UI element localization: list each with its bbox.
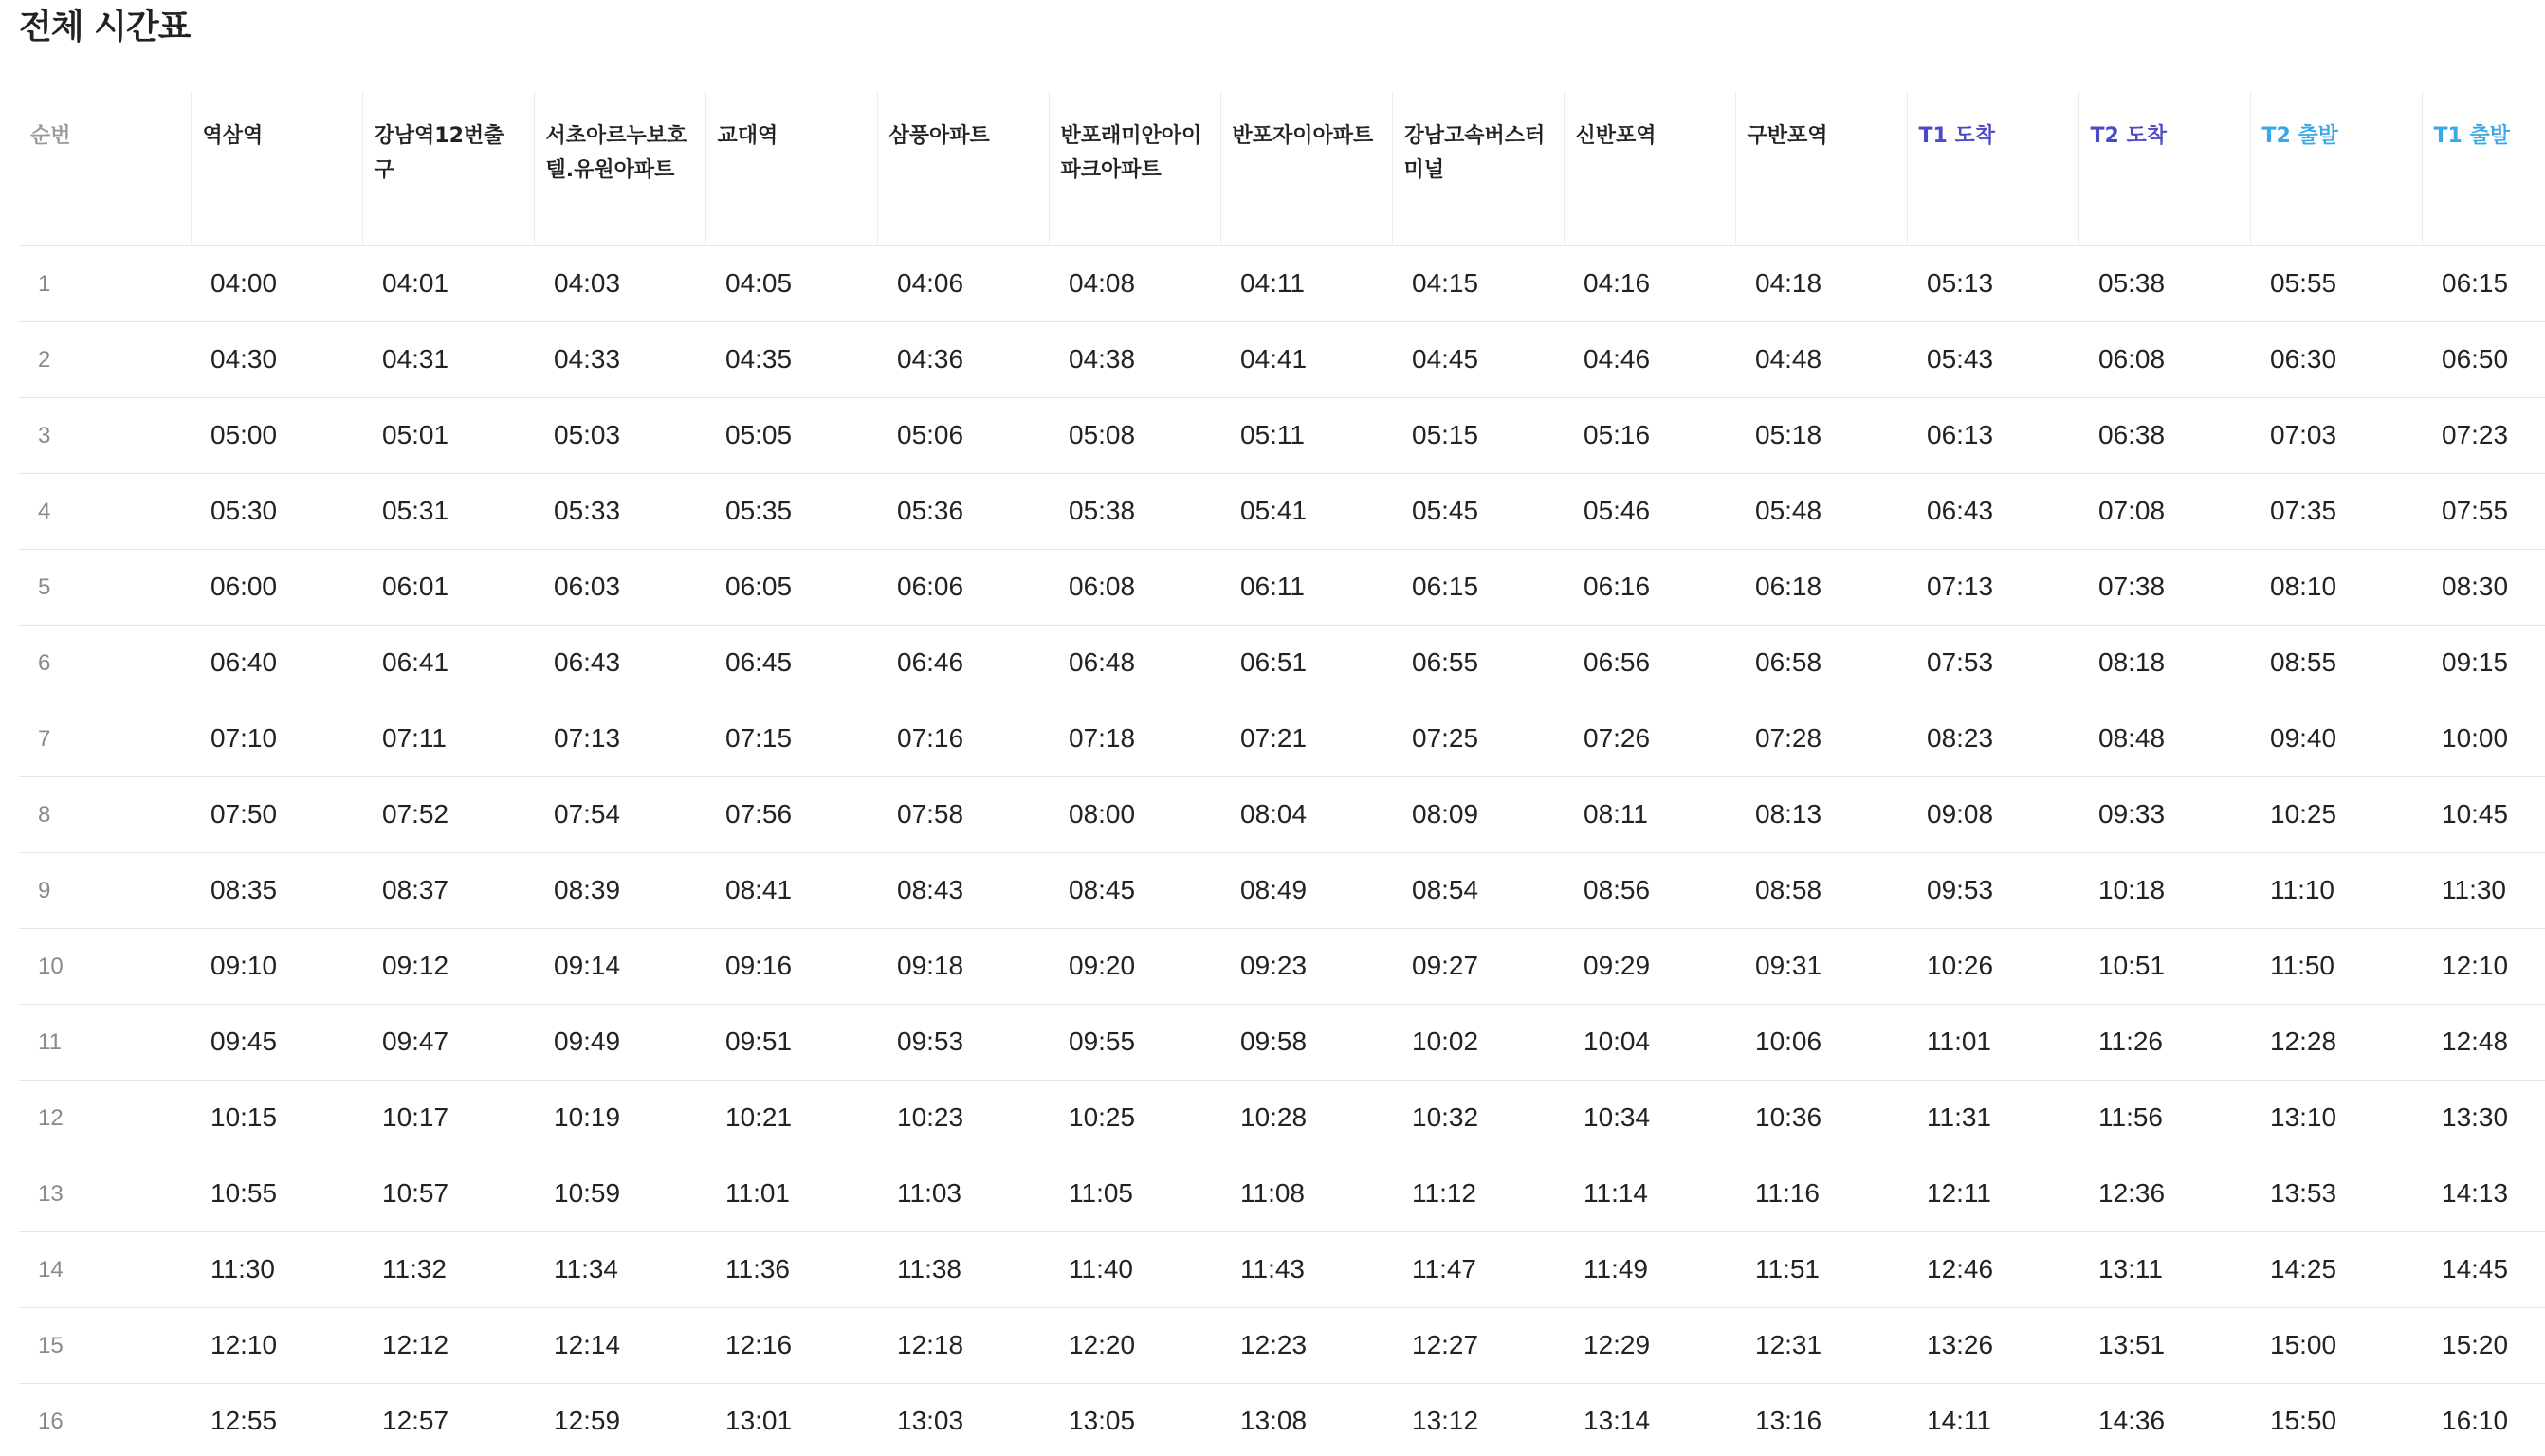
row-index: 10 — [19, 928, 191, 1004]
time-cell: 05:13 — [1907, 246, 2078, 321]
time-cell: 11:14 — [1564, 1156, 1735, 1231]
time-cell: 09:18 — [877, 928, 1049, 1004]
table-row — [19, 928, 2545, 1004]
time-cell: 11:01 — [705, 1156, 877, 1231]
time-cell: 14:45 — [2422, 1231, 2545, 1307]
time-cell: 07:16 — [877, 701, 1049, 776]
time-cell: 13:14 — [1584, 1406, 1651, 1436]
time-cell: 11:12 — [1392, 1156, 1564, 1231]
time-cell: 05:18 — [1735, 397, 1907, 473]
time-cell: 08:18 — [2078, 625, 2250, 701]
time-cell: 12:20 — [1049, 1307, 1220, 1383]
time-cell: 07:38 — [2078, 549, 2250, 625]
time-cell: 06:30 — [2250, 321, 2422, 397]
time-cell: 10:51 — [2078, 928, 2250, 1004]
time-cell: 05:05 — [705, 397, 877, 473]
time-cell: 04:45 — [1392, 321, 1564, 397]
timetable-container[interactable] — [19, 91, 2545, 1456]
time-cell: 08:56 — [1564, 852, 1735, 928]
time-cell: 07:18 — [1049, 701, 1220, 776]
time-cell: 05:38 — [2078, 246, 2250, 321]
time-cell: 13:10 — [2250, 1080, 2422, 1156]
column-header-stop: 구반포역 — [1735, 91, 1907, 246]
time-cell: 10:25 — [1049, 1080, 1220, 1156]
time-cell: 06:15 — [2422, 246, 2545, 321]
column-header-stop: 역삼역 — [191, 91, 362, 246]
time-cell: 07:10 — [191, 701, 362, 776]
time-cell: 10:15 — [191, 1080, 362, 1156]
time-cell: 12:59 — [554, 1406, 621, 1436]
time-cell: 06:41 — [362, 625, 534, 701]
time-cell: 10:06 — [1735, 1004, 1907, 1080]
table-row — [19, 1307, 2545, 1383]
time-cell: 11:50 — [2250, 928, 2422, 1004]
time-cell: 09:49 — [534, 1004, 705, 1080]
time-cell: 05:46 — [1564, 473, 1735, 549]
time-cell: 08:55 — [2250, 625, 2422, 701]
time-cell: 06:03 — [534, 549, 705, 625]
time-cell: 04:15 — [1392, 246, 1564, 321]
time-cell: 08:23 — [1907, 701, 2078, 776]
time-cell: 09:16 — [705, 928, 877, 1004]
time-cell: 05:35 — [705, 473, 877, 549]
time-cell: 06:08 — [1049, 549, 1220, 625]
time-cell: 07:13 — [534, 701, 705, 776]
time-cell: 12:28 — [2250, 1004, 2422, 1080]
time-cell: 07:08 — [2078, 473, 2250, 549]
time-cell: 06:00 — [191, 549, 362, 625]
time-cell: 12:11 — [1907, 1156, 2078, 1231]
time-cell: 04:18 — [1735, 246, 1907, 321]
time-cell: 12:36 — [2078, 1156, 2250, 1231]
time-cell: 13:11 — [2078, 1231, 2250, 1307]
time-cell: 14:25 — [2250, 1231, 2422, 1307]
time-cell: 07:35 — [2250, 473, 2422, 549]
time-cell: 07:52 — [362, 776, 534, 852]
time-cell: 09:47 — [362, 1004, 534, 1080]
time-cell: 04:38 — [1049, 321, 1220, 397]
time-cell: 06:11 — [1220, 549, 1392, 625]
time-cell: 09:45 — [191, 1004, 362, 1080]
time-cell: 09:08 — [1907, 776, 2078, 852]
row-index: 6 — [19, 625, 191, 701]
time-cell: 05:03 — [534, 397, 705, 473]
table-row — [19, 321, 2545, 397]
time-cell: 08:37 — [362, 852, 534, 928]
time-cell: 10:32 — [1392, 1080, 1564, 1156]
time-cell: 08:41 — [705, 852, 877, 928]
time-cell: 11:49 — [1564, 1231, 1735, 1307]
row-index: 16 — [38, 1408, 64, 1434]
time-cell: 06:13 — [1907, 397, 2078, 473]
time-cell: 09:29 — [1564, 928, 1735, 1004]
time-cell: 12:46 — [1907, 1231, 2078, 1307]
table-row — [19, 549, 2545, 625]
table-row — [19, 246, 2545, 321]
time-cell: 09:14 — [534, 928, 705, 1004]
time-cell: 12:18 — [877, 1307, 1049, 1383]
time-cell: 11:31 — [1907, 1080, 2078, 1156]
table-row — [19, 852, 2545, 928]
time-cell: 07:11 — [362, 701, 534, 776]
column-header-stop: 교대역 — [705, 91, 877, 246]
time-cell: 11:34 — [534, 1231, 705, 1307]
time-cell: 09:12 — [362, 928, 534, 1004]
time-cell: 11:40 — [1049, 1231, 1220, 1307]
time-cell: 09:15 — [2422, 625, 2545, 701]
time-cell: 12:14 — [534, 1307, 705, 1383]
time-cell: 04:30 — [191, 321, 362, 397]
time-cell: 06:50 — [2422, 321, 2545, 397]
time-cell: 08:04 — [1220, 776, 1392, 852]
time-cell: 06:58 — [1735, 625, 1907, 701]
time-cell: 06:08 — [2078, 321, 2250, 397]
row-index: 4 — [19, 473, 191, 549]
row-index: 2 — [19, 321, 191, 397]
time-cell: 04:48 — [1735, 321, 1907, 397]
row-index: 1 — [19, 246, 191, 321]
time-cell: 04:33 — [534, 321, 705, 397]
time-cell: 04:00 — [191, 246, 362, 321]
time-cell: 12:10 — [2422, 928, 2545, 1004]
row-index: 7 — [19, 701, 191, 776]
time-cell: 04:16 — [1564, 246, 1735, 321]
table-row — [19, 701, 2545, 776]
time-cell: 13:51 — [2078, 1307, 2250, 1383]
time-cell: 04:06 — [877, 246, 1049, 321]
time-cell: 06:15 — [1392, 549, 1564, 625]
time-cell: 14:11 — [1927, 1406, 1991, 1436]
page-title: 전체 시간표 — [19, 8, 191, 46]
time-cell: 13:05 — [1069, 1406, 1136, 1436]
column-header-stop: 강남역12번출구 — [362, 91, 534, 246]
time-cell: 10:04 — [1564, 1004, 1735, 1080]
time-cell: 05:45 — [1392, 473, 1564, 549]
time-cell: 06:40 — [191, 625, 362, 701]
time-cell: 06:01 — [362, 549, 534, 625]
row-index: 15 — [19, 1307, 191, 1383]
time-cell: 12:27 — [1392, 1307, 1564, 1383]
time-cell: 09:23 — [1220, 928, 1392, 1004]
time-cell: 06:56 — [1564, 625, 1735, 701]
time-cell: 04:41 — [1220, 321, 1392, 397]
time-cell: 07:25 — [1392, 701, 1564, 776]
table-row — [19, 1004, 2545, 1080]
time-cell: 07:56 — [705, 776, 877, 852]
time-cell: 04:46 — [1564, 321, 1735, 397]
time-cell: 06:48 — [1049, 625, 1220, 701]
time-cell: 12:10 — [191, 1307, 362, 1383]
time-cell: 08:39 — [534, 852, 705, 928]
time-cell: 10:19 — [534, 1080, 705, 1156]
time-cell: 10:00 — [2422, 701, 2545, 776]
time-cell: 08:43 — [877, 852, 1049, 928]
time-cell: 07:28 — [1735, 701, 1907, 776]
time-cell: 12:12 — [362, 1307, 534, 1383]
row-index: 9 — [19, 852, 191, 928]
time-cell: 05:01 — [362, 397, 534, 473]
time-cell: 10:26 — [1907, 928, 2078, 1004]
time-cell: 08:35 — [191, 852, 362, 928]
time-cell: 05:33 — [534, 473, 705, 549]
time-cell: 05:43 — [1907, 321, 2078, 397]
time-cell: 13:01 — [725, 1406, 793, 1436]
time-cell: 10:45 — [2422, 776, 2545, 852]
row-index: 5 — [19, 549, 191, 625]
time-cell: 05:55 — [2250, 246, 2422, 321]
time-cell: 10:02 — [1392, 1004, 1564, 1080]
column-header-index: 순번 — [19, 91, 191, 246]
time-cell: 06:16 — [1564, 549, 1735, 625]
row-index: 3 — [19, 397, 191, 473]
time-cell: 13:30 — [2422, 1080, 2545, 1156]
time-cell: 12:16 — [705, 1307, 877, 1383]
time-cell: 09:20 — [1049, 928, 1220, 1004]
column-header-stop: T2 출발 — [2250, 91, 2422, 246]
time-cell: 09:58 — [1220, 1004, 1392, 1080]
time-cell: 09:33 — [2078, 776, 2250, 852]
time-cell: 06:05 — [705, 549, 877, 625]
table-row — [19, 1383, 2545, 1456]
time-cell: 16:10 — [2442, 1406, 2509, 1436]
time-cell: 04:11 — [1220, 246, 1392, 321]
time-cell: 11:16 — [1735, 1156, 1907, 1231]
time-cell: 10:17 — [362, 1080, 534, 1156]
time-cell: 07:13 — [1907, 549, 2078, 625]
time-cell: 10:59 — [534, 1156, 705, 1231]
time-cell: 04:05 — [705, 246, 877, 321]
time-cell: 11:47 — [1392, 1231, 1564, 1307]
time-cell: 12:29 — [1564, 1307, 1735, 1383]
time-cell: 09:40 — [2250, 701, 2422, 776]
time-cell: 13:08 — [1240, 1406, 1308, 1436]
time-cell: 10:18 — [2078, 852, 2250, 928]
time-cell: 13:53 — [2250, 1156, 2422, 1231]
time-cell: 12:48 — [2422, 1004, 2545, 1080]
column-header-stop: 반포래미안아이파크아파트 — [1049, 91, 1220, 246]
table-row — [19, 397, 2545, 473]
time-cell: 05:15 — [1392, 397, 1564, 473]
time-cell: 10:25 — [2250, 776, 2422, 852]
time-cell: 11:38 — [877, 1231, 1049, 1307]
time-cell: 09:53 — [1907, 852, 2078, 928]
time-cell: 05:36 — [877, 473, 1049, 549]
timetable — [19, 91, 2545, 1456]
time-cell: 09:53 — [877, 1004, 1049, 1080]
time-cell: 11:30 — [191, 1231, 362, 1307]
time-cell: 09:51 — [705, 1004, 877, 1080]
table-body — [19, 246, 2545, 1456]
time-cell: 08:09 — [1392, 776, 1564, 852]
time-cell: 08:54 — [1392, 852, 1564, 928]
time-cell: 08:00 — [1049, 776, 1220, 852]
time-cell: 07:03 — [2250, 397, 2422, 473]
time-cell: 08:30 — [2422, 549, 2545, 625]
time-cell: 07:55 — [2422, 473, 2545, 549]
table-row — [19, 1080, 2545, 1156]
time-cell: 11:26 — [2078, 1004, 2250, 1080]
time-cell: 15:50 — [2270, 1406, 2337, 1436]
time-cell: 04:35 — [705, 321, 877, 397]
row-index: 11 — [19, 1004, 191, 1080]
time-cell: 10:36 — [1735, 1080, 1907, 1156]
row-index: 8 — [19, 776, 191, 852]
time-cell: 11:30 — [2422, 852, 2545, 928]
time-cell: 12:55 — [211, 1406, 278, 1436]
time-cell: 07:58 — [877, 776, 1049, 852]
time-cell: 11:51 — [1735, 1231, 1907, 1307]
time-cell: 14:36 — [2098, 1406, 2166, 1436]
time-cell: 06:43 — [1907, 473, 2078, 549]
time-cell: 12:23 — [1220, 1307, 1392, 1383]
time-cell: 04:36 — [877, 321, 1049, 397]
column-header-stop: 강남고속버스터미널 — [1392, 91, 1564, 246]
time-cell: 07:53 — [1907, 625, 2078, 701]
time-cell: 07:26 — [1564, 701, 1735, 776]
column-header-stop: T1 출발 — [2422, 91, 2545, 246]
time-cell: 15:00 — [2250, 1307, 2422, 1383]
time-cell: 10:23 — [877, 1080, 1049, 1156]
time-cell: 08:13 — [1735, 776, 1907, 852]
time-cell: 06:45 — [705, 625, 877, 701]
time-cell: 10:34 — [1564, 1080, 1735, 1156]
time-cell: 11:56 — [2078, 1080, 2250, 1156]
time-cell: 05:11 — [1220, 397, 1392, 473]
time-cell: 07:54 — [534, 776, 705, 852]
time-cell: 09:55 — [1049, 1004, 1220, 1080]
time-cell: 08:45 — [1049, 852, 1220, 928]
column-header-stop: 반포자이아파트 — [1220, 91, 1392, 246]
time-cell: 05:31 — [362, 473, 534, 549]
column-header-stop: 서초아르누보호텔.유원아파트 — [534, 91, 705, 246]
time-cell: 11:10 — [2250, 852, 2422, 928]
time-cell: 05:06 — [877, 397, 1049, 473]
table-header-row — [19, 91, 2545, 246]
time-cell: 06:38 — [2078, 397, 2250, 473]
time-cell: 11:43 — [1220, 1231, 1392, 1307]
time-cell: 05:48 — [1735, 473, 1907, 549]
time-cell: 05:00 — [191, 397, 362, 473]
table-row — [19, 776, 2545, 852]
time-cell: 11:01 — [1907, 1004, 2078, 1080]
time-cell: 09:31 — [1735, 928, 1907, 1004]
time-cell: 04:08 — [1049, 246, 1220, 321]
time-cell: 05:16 — [1564, 397, 1735, 473]
time-cell: 06:51 — [1220, 625, 1392, 701]
time-cell: 07:21 — [1220, 701, 1392, 776]
time-cell: 06:55 — [1392, 625, 1564, 701]
column-header-stop: 삼풍아파트 — [877, 91, 1049, 246]
time-cell: 08:10 — [2250, 549, 2422, 625]
time-cell: 05:38 — [1049, 473, 1220, 549]
time-cell: 08:49 — [1220, 852, 1392, 928]
time-cell: 07:50 — [191, 776, 362, 852]
time-cell: 05:08 — [1049, 397, 1220, 473]
time-cell: 09:27 — [1392, 928, 1564, 1004]
time-cell: 06:18 — [1735, 549, 1907, 625]
time-cell: 11:05 — [1049, 1156, 1220, 1231]
table-row — [19, 625, 2545, 701]
row-index: 14 — [19, 1231, 191, 1307]
time-cell: 05:41 — [1220, 473, 1392, 549]
time-cell: 11:36 — [705, 1231, 877, 1307]
time-cell: 12:57 — [382, 1406, 449, 1436]
time-cell: 14:13 — [2422, 1156, 2545, 1231]
time-cell: 07:15 — [705, 701, 877, 776]
time-cell: 04:03 — [534, 246, 705, 321]
table-row — [19, 1156, 2545, 1231]
time-cell: 13:26 — [1907, 1307, 2078, 1383]
time-cell: 04:31 — [362, 321, 534, 397]
column-header-stop: 신반포역 — [1564, 91, 1735, 246]
time-cell: 10:55 — [191, 1156, 362, 1231]
time-cell: 10:57 — [362, 1156, 534, 1231]
time-cell: 11:03 — [877, 1156, 1049, 1231]
time-cell: 06:46 — [877, 625, 1049, 701]
time-cell: 11:32 — [362, 1231, 534, 1307]
time-cell: 15:20 — [2422, 1307, 2545, 1383]
time-cell: 13:12 — [1412, 1406, 1479, 1436]
time-cell: 10:28 — [1220, 1080, 1392, 1156]
time-cell: 07:23 — [2422, 397, 2545, 473]
time-cell: 08:11 — [1564, 776, 1735, 852]
time-cell: 13:03 — [897, 1406, 964, 1436]
time-cell: 06:06 — [877, 549, 1049, 625]
time-cell: 10:21 — [705, 1080, 877, 1156]
row-index: 13 — [19, 1156, 191, 1231]
time-cell: 04:01 — [362, 246, 534, 321]
row-index: 12 — [19, 1080, 191, 1156]
table-row — [19, 1231, 2545, 1307]
time-cell: 06:43 — [534, 625, 705, 701]
table-row — [19, 473, 2545, 549]
time-cell: 05:30 — [191, 473, 362, 549]
time-cell: 12:31 — [1735, 1307, 1907, 1383]
time-cell: 08:48 — [2078, 701, 2250, 776]
column-header-stop: T2 도착 — [2078, 91, 2250, 246]
time-cell: 11:08 — [1220, 1156, 1392, 1231]
time-cell: 13:16 — [1755, 1406, 1822, 1436]
time-cell: 08:58 — [1735, 852, 1907, 928]
column-header-stop: T1 도착 — [1907, 91, 2078, 246]
time-cell: 09:10 — [191, 928, 362, 1004]
